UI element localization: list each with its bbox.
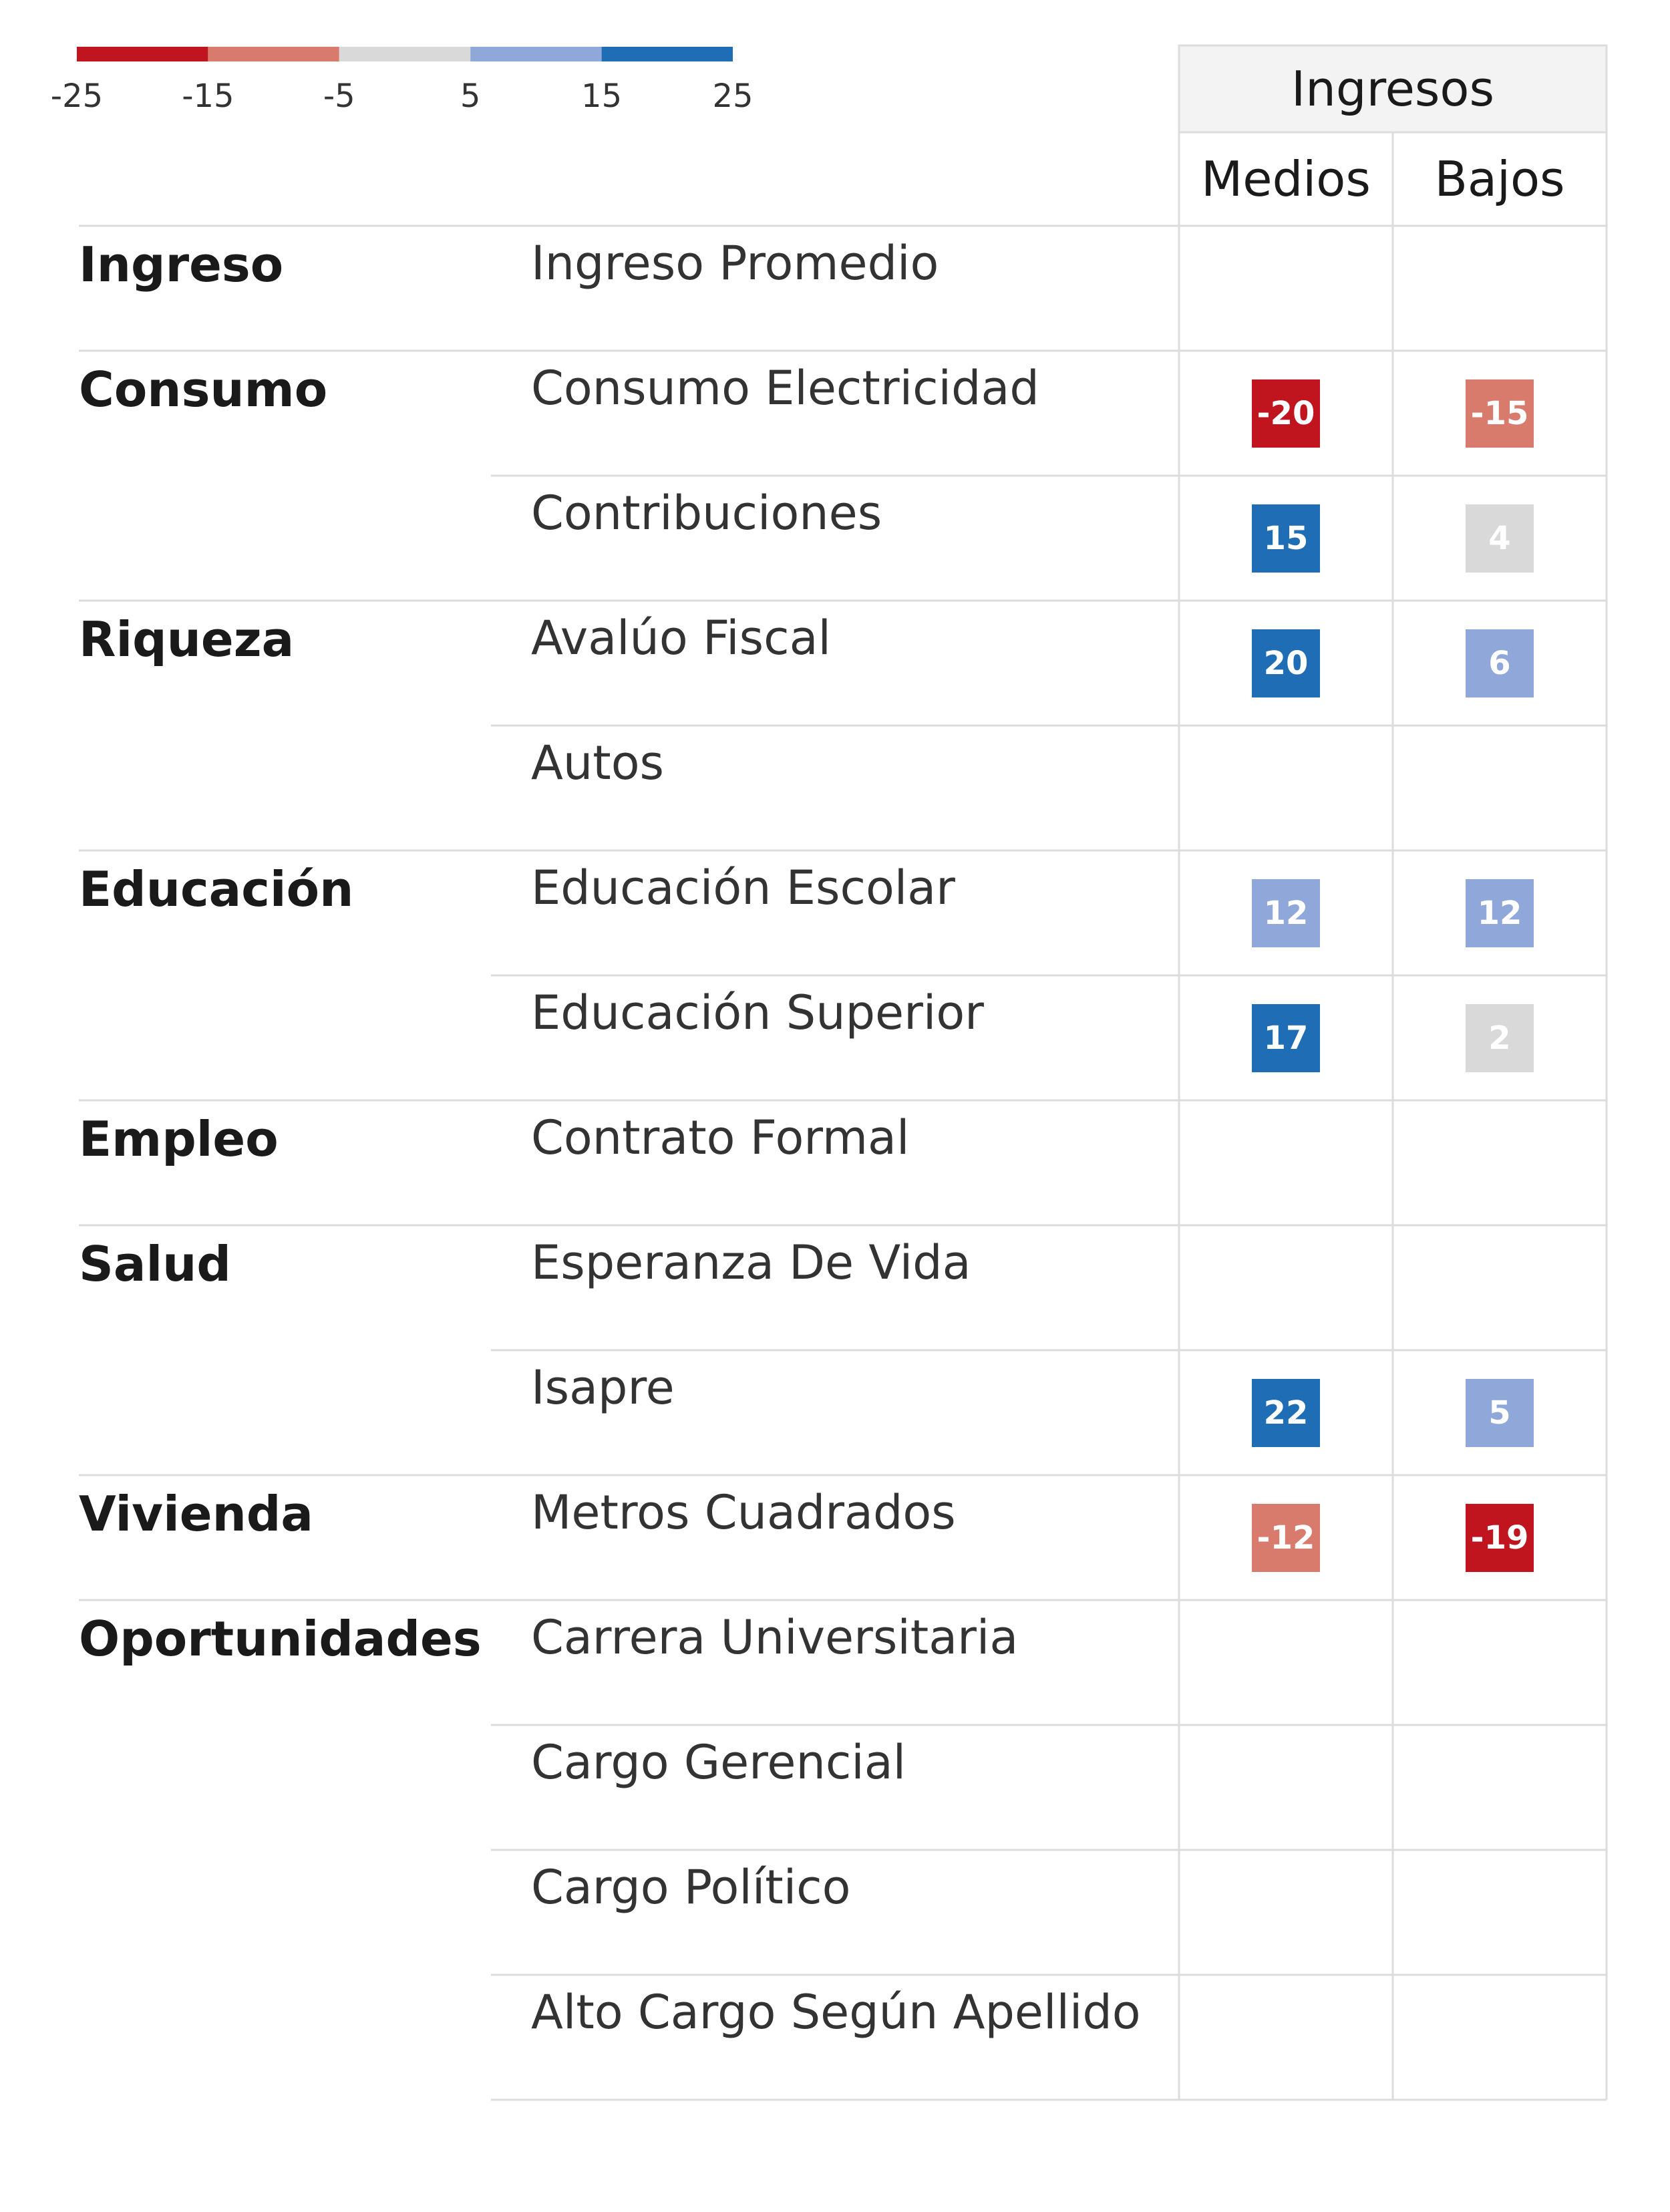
table-row (531, 486, 1534, 573)
table-row (531, 1860, 850, 1915)
value-label: 22 (1263, 1394, 1309, 1432)
indicator-label: Esperanza De Vida (531, 1235, 971, 1290)
table-row (531, 1985, 1141, 2040)
legend-swatch-0 (77, 47, 208, 61)
table-rows (79, 236, 1534, 2040)
indicator-label: Cargo Político (531, 1860, 851, 1915)
value-label: 20 (1263, 645, 1309, 682)
table-row (79, 860, 1534, 947)
legend-tick-label: 15 (581, 77, 623, 115)
value-label: 2 (1488, 1019, 1511, 1057)
indicator-label: Contribuciones (531, 486, 882, 540)
indicator-label: Educación Escolar (531, 860, 955, 915)
category-label: Salud (79, 1236, 231, 1292)
indicator-label: Alto Cargo Según Apellido (531, 1985, 1141, 2040)
value-label: 12 (1477, 895, 1522, 932)
indicator-label: Ingreso Promedio (531, 236, 939, 291)
legend-swatch-4 (602, 47, 733, 61)
legend-tick-label: -25 (50, 77, 104, 115)
indicator-label: Metros Cuadrados (531, 1485, 956, 1540)
value-label: 15 (1263, 520, 1309, 557)
value-label: -19 (1470, 1519, 1529, 1557)
table-row (531, 1360, 1534, 1447)
legend-tick-label: -5 (323, 77, 355, 115)
legend-swatch-2 (339, 47, 470, 61)
legend-tick-label: 25 (712, 77, 754, 115)
category-label: Consumo (79, 361, 328, 418)
category-label: Empleo (79, 1111, 279, 1167)
indicator-label: Autos (531, 736, 664, 790)
value-label: 17 (1263, 1019, 1309, 1057)
category-label: Oportunidades (79, 1611, 482, 1667)
column-header-bajos: Bajos (1434, 151, 1565, 207)
column-header-medios: Medios (1201, 151, 1371, 207)
value-label: -15 (1470, 395, 1529, 432)
table-row (79, 1235, 971, 1292)
value-label: 6 (1488, 645, 1511, 682)
value-label: 5 (1488, 1394, 1511, 1432)
table-row (531, 985, 1534, 1072)
table-row (531, 736, 664, 790)
table-row (79, 611, 1534, 697)
table-row (79, 361, 1534, 448)
value-label: -12 (1257, 1519, 1315, 1557)
table-row (79, 1610, 1018, 1667)
table-row (531, 1735, 906, 1790)
indicator-label: Isapre (531, 1360, 675, 1415)
table-row (79, 236, 939, 293)
indicator-label: Cargo Gerencial (531, 1735, 906, 1790)
indicator-label: Carrera Universitaria (531, 1610, 1019, 1665)
indicator-label: Consumo Electricidad (531, 361, 1039, 416)
table-row (79, 1485, 1534, 1572)
category-label: Educación (79, 861, 354, 917)
legend-swatch-1 (208, 47, 339, 61)
legend-tick-label: -15 (182, 77, 234, 115)
table-row (79, 1110, 909, 1167)
color-scale-legend (51, 47, 754, 115)
indicator-label: Contrato Formal (531, 1110, 910, 1165)
value-label: 12 (1263, 895, 1309, 932)
legend-tick-label: 5 (460, 77, 481, 115)
indicator-label: Avalúo Fiscal (531, 611, 831, 665)
indicator-label: Educación Superior (531, 985, 984, 1040)
value-label: -20 (1257, 395, 1315, 432)
category-label: Ingreso (79, 236, 284, 293)
value-label: 4 (1488, 520, 1511, 557)
header-group-label: Ingresos (1291, 61, 1494, 117)
category-label: Riqueza (79, 611, 295, 667)
legend-swatch-3 (470, 47, 601, 61)
category-label: Vivienda (79, 1486, 313, 1542)
